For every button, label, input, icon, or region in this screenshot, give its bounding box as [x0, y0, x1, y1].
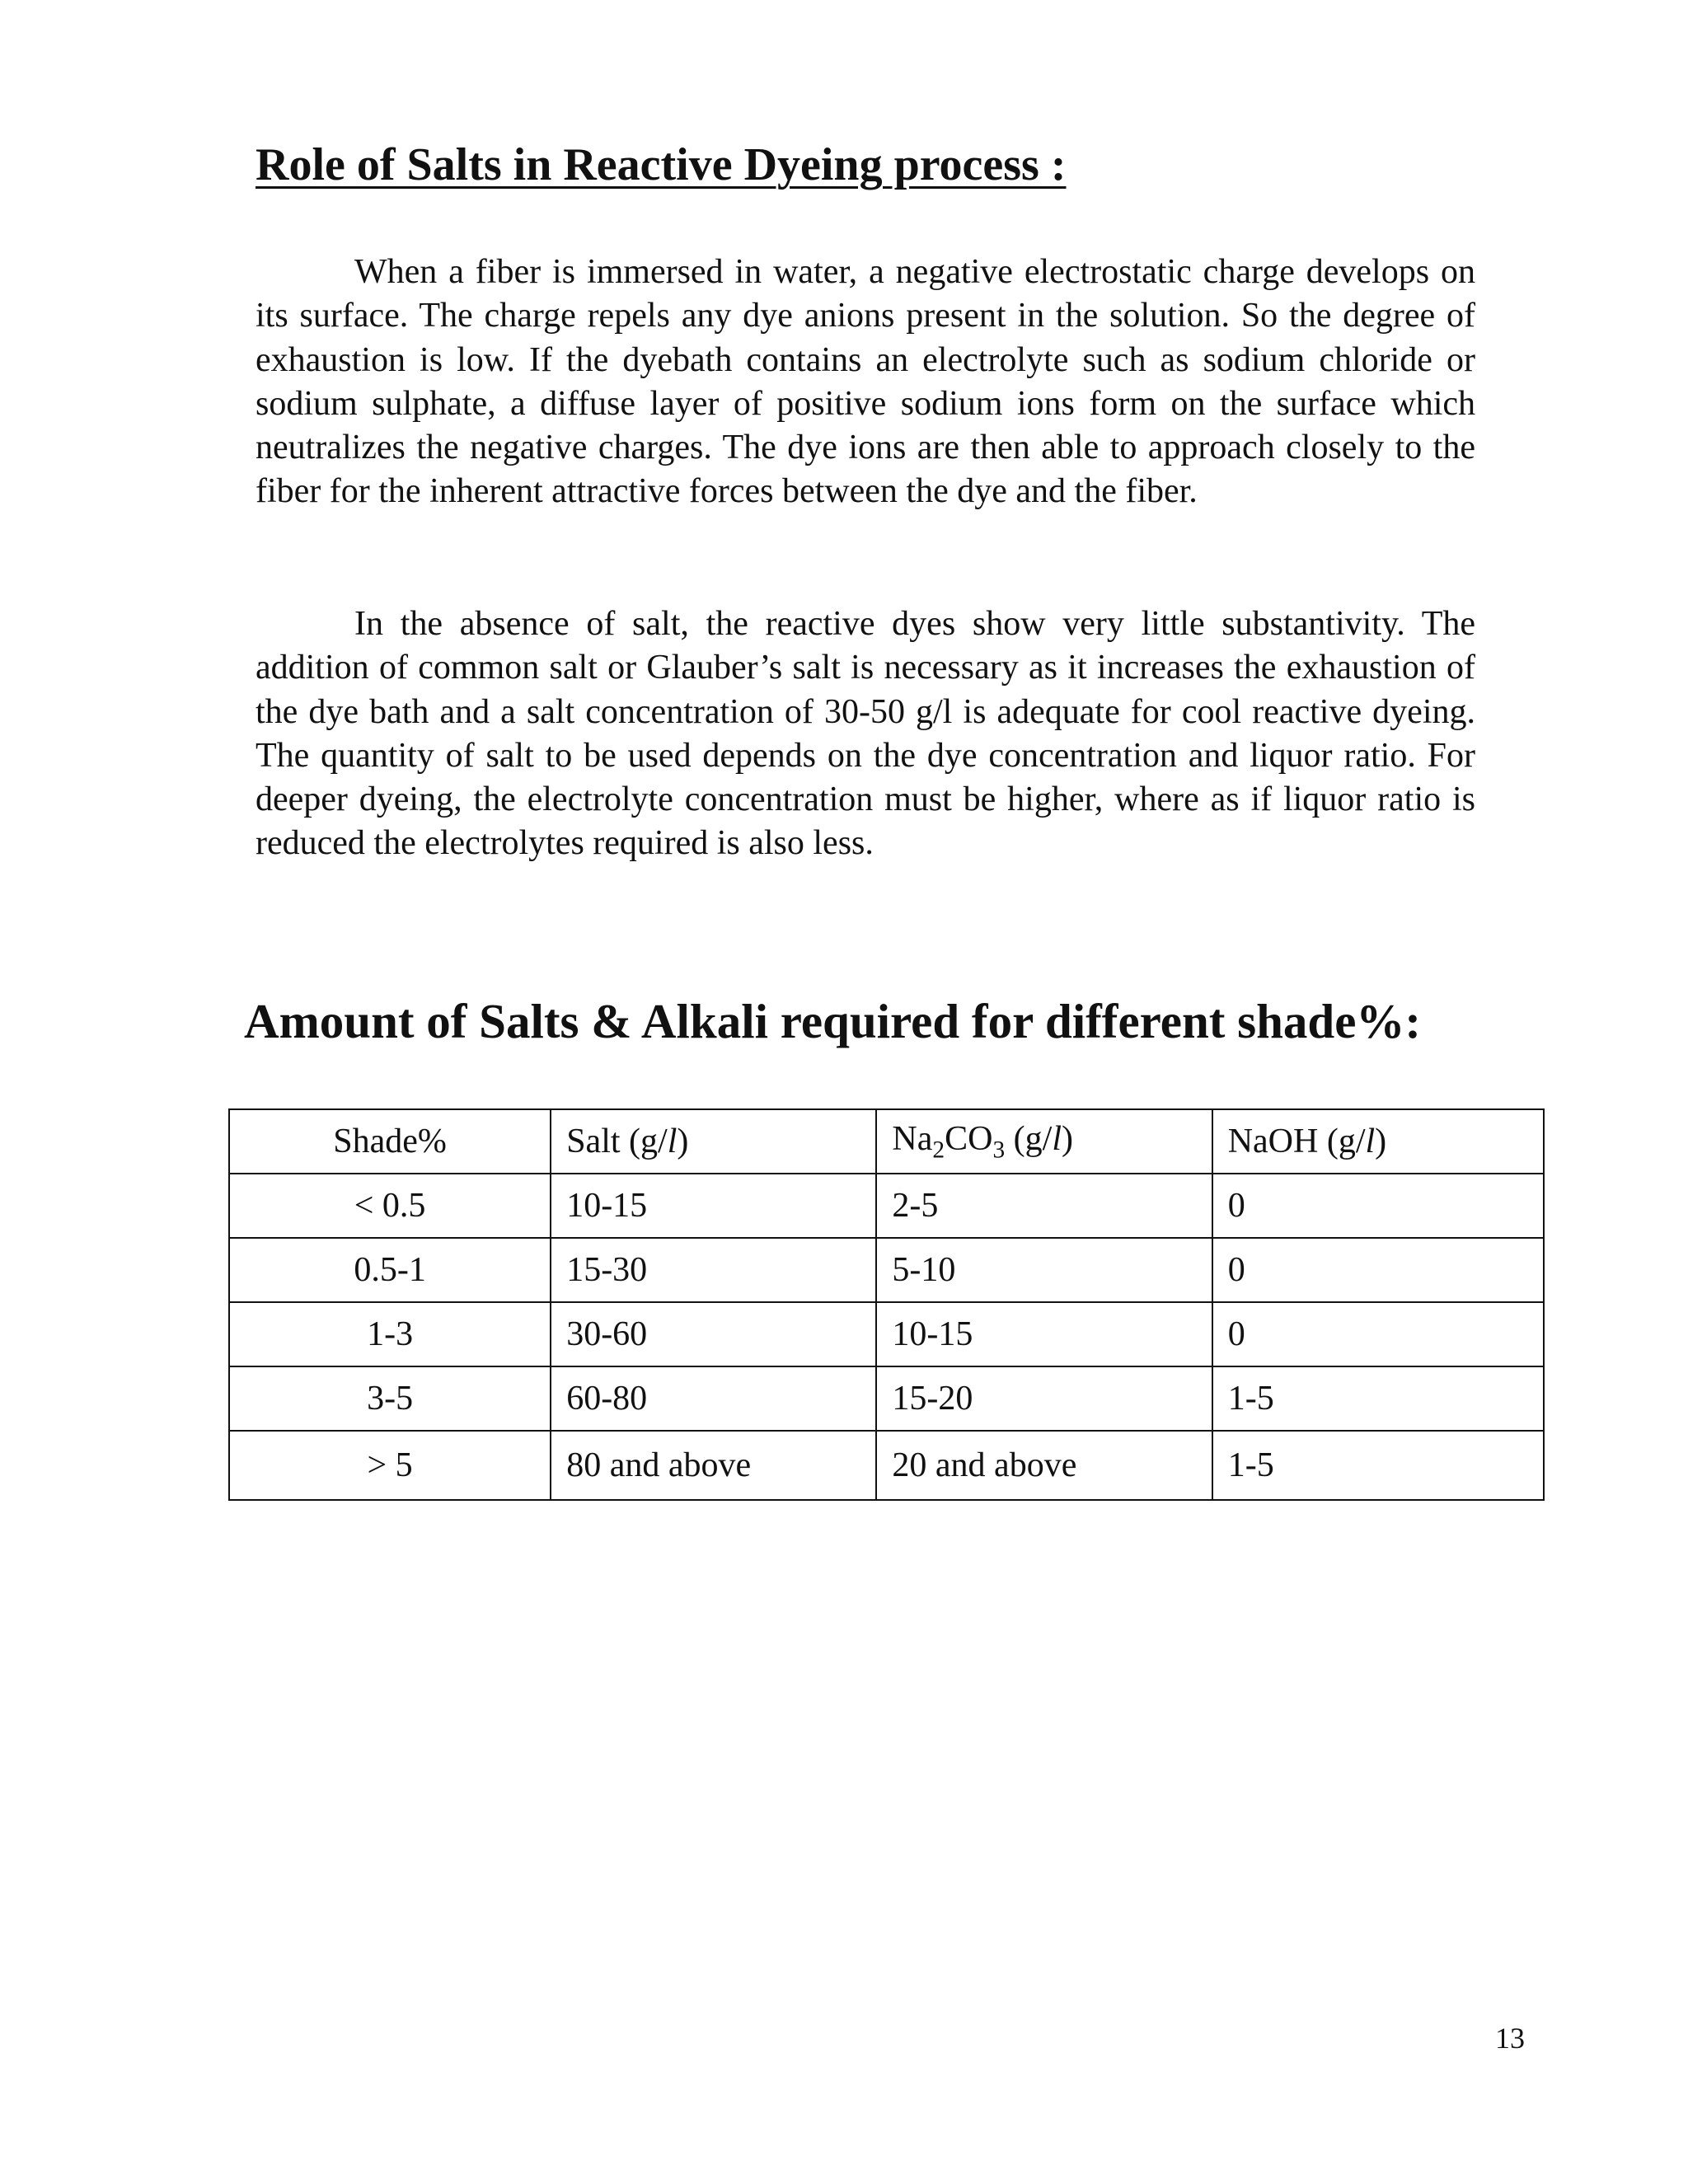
- table-row: [229, 1238, 1544, 1302]
- header-cell-sodium-hydroxide: NaOH (g/l): [1212, 1109, 1544, 1174]
- paragraph-electrostatic-charge: When a fiber is immersed in water, a negative electrostatic charge develops on its surface. The charge repels any dye anions present in the solution. So the degree of exhaustion is low. If the dyebath contains an electrolyte such as sodium chloride or sodium sulphate, a diffuse layer of positive sodium ions form on the surface which neutralizes the negative charges. The dye ions are then able to approach closely to the fiber for the inherent attractive forces between the dye and the fiber.: [256, 253, 1475, 511]
- cell-sodium-hydroxide: 0: [1212, 1174, 1544, 1238]
- cell-salt: 30-60: [551, 1302, 876, 1366]
- header-cell-shade: Shade%: [229, 1109, 551, 1174]
- cell-sodium-carbonate: 20 and above: [876, 1431, 1212, 1500]
- cell-sodium-carbonate: 10-15: [876, 1302, 1212, 1366]
- cell-sodium-hydroxide: 0: [1212, 1238, 1544, 1302]
- table-header-row: [229, 1109, 1544, 1174]
- cell-sodium-carbonate: 15-20: [876, 1366, 1212, 1431]
- paragraph-salt-substantivity: In the absence of salt, the reactive dyes show very little substantivity. The addition of common salt or Glauber’s salt is necessary as it increases the exhaustion of the dye bath and a salt concentration of 30-50 g/l is adequate for cool reactive dyeing. The quantity of salt to be used depends on the dye concentration and liquor ratio. For deeper dyeing, the electrolyte concentration must be higher, where as if liquor ratio is reduced the electrolytes required is also less.: [256, 605, 1475, 863]
- header-cell-sodium-carbonate: $Na_2CO_3$ (g/l): [876, 1109, 1212, 1174]
- salt-alkali-table: [228, 1108, 1545, 1501]
- section-title: Role of Salts in Reactive Dyeing process :: [256, 139, 1067, 190]
- cell-shade: 3-5: [229, 1366, 551, 1431]
- cell-shade: 0.5-1: [229, 1238, 551, 1302]
- cell-shade: < 0.5: [229, 1174, 551, 1238]
- table-row: [229, 1174, 1544, 1238]
- cell-sodium-carbonate: 2-5: [876, 1174, 1212, 1238]
- cell-sodium-hydroxide: 1-5: [1212, 1366, 1544, 1431]
- cell-sodium-hydroxide: 0: [1212, 1302, 1544, 1366]
- cell-salt: 80 and above: [551, 1431, 876, 1500]
- table-title: Amount of Salts & Alkali required for different shade%:: [244, 994, 1422, 1048]
- table-row: [229, 1431, 1544, 1500]
- cell-sodium-carbonate: 5-10: [876, 1238, 1212, 1302]
- header-cell-salt: Salt (g/l): [551, 1109, 876, 1174]
- cell-salt: 60-80: [551, 1366, 876, 1431]
- table-row: [229, 1366, 1544, 1431]
- cell-shade: 1-3: [229, 1302, 551, 1366]
- cell-salt: 15-30: [551, 1238, 876, 1302]
- cell-shade: > 5: [229, 1431, 551, 1500]
- page-number: 13: [1495, 2022, 1525, 2055]
- table-row: [229, 1302, 1544, 1366]
- cell-salt: 10-15: [551, 1174, 876, 1238]
- cell-sodium-hydroxide: 1-5: [1212, 1431, 1544, 1500]
